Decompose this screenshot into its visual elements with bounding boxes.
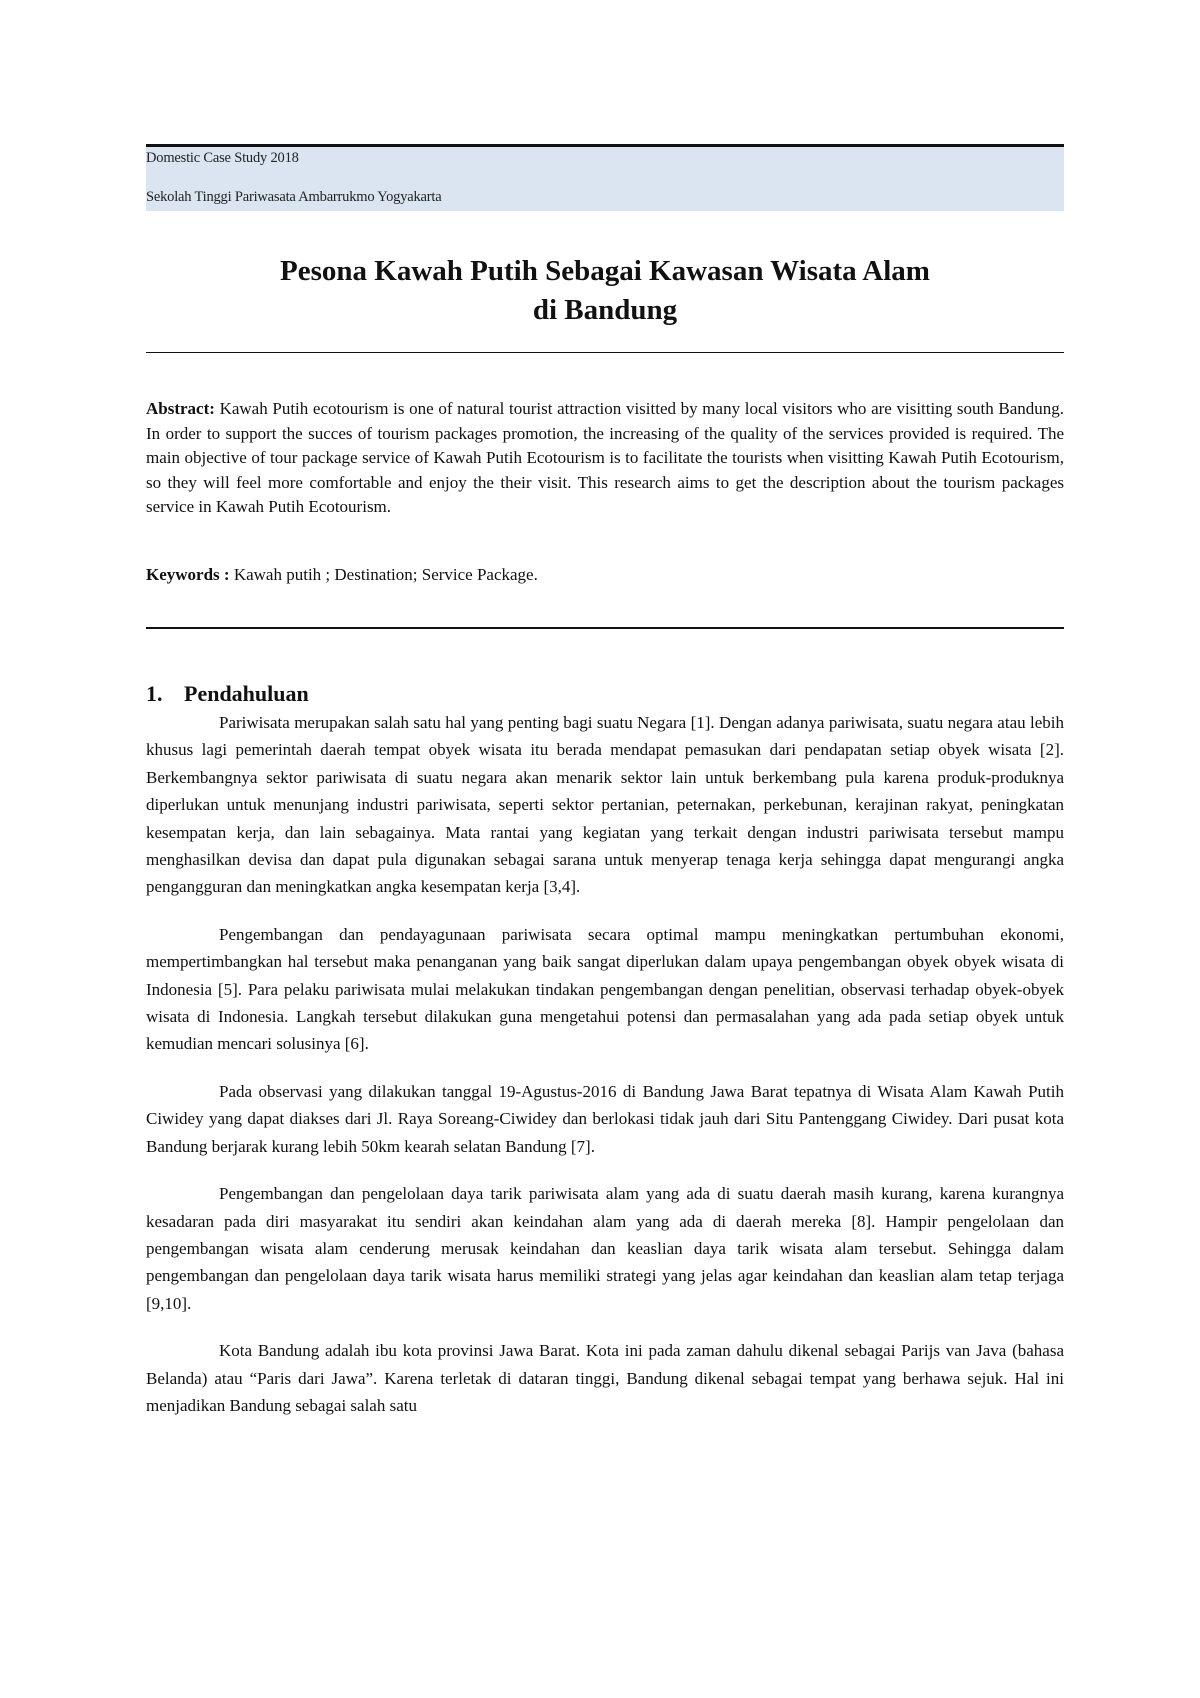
abstract-label: Abstract: [146,399,215,418]
running-header-journal: Domestic Case Study 2018 [146,150,299,166]
title-divider [146,352,1064,353]
section-body [146,709,1064,1439]
running-header-institution: Sekolah Tinggi Pariwasata Ambarrukmo Yogyakarta [146,189,442,205]
paper-title [146,252,1064,330]
section-heading [146,681,309,707]
keywords-block [146,563,1064,587]
section-title: Pendahuluan [184,681,309,706]
abstract-divider [146,627,1064,629]
keywords-label: Keywords : [146,565,230,584]
body-paragraph: Pengembangan dan pendayagunaan pariwisata secara optimal mampu meningkatkan pertumbuhan ekonomi, mempertimbangkan hal tersebut maka penanganan yang baik sangat diperlukan dalam upaya pengembangan obyek obyek wisata di Indonesia [5]. Para pelaku pariwisata mulai melakukan tindakan pengembangan dengan penelitian, observasi terhadap obyek-obyek wisata di Indonesia. Langkah tersebut dilakukan guna mengetahui potensi dan permasalahan yang ada pada setiap obyek untuk kemudian mencari solusinya [6]. [146,924,1064,1054]
body-paragraph: Pada observasi yang dilakukan tanggal 19-Agustus-2016 di Bandung Jawa Barat tepatnya di Wisata Alam Kawah Putih Ciwidey yang dapat diakses dari Jl. Raya Soreang-Ciwidey dan berlokasi tidak jauh dari Situ Pantenggang Ciwidey. Dari pusat kota Bandung berjarak kurang lebih 50km kearah selatan Bandung [7]. [146,1081,1064,1156]
paper-title-line-2: di Bandung [532,294,678,326]
section-number: 1. [146,681,163,706]
abstract-text: Kawah Putih ecotourism is one of natural tourist attraction visitted by many local visitors who are visitting south Bandung. In order to support the succes of tourism packages promotion, the increasing of the quality of the services provided is required. The main objective of tour package service of Kawah Putih Ecotourism is to facilitate the tourists when visitting Kawah Putih Ecotourism, so they will feel more comfortable and enjoy the their visit. This research aims to get the description about the tourism packages service in Kawah Putih Ecotourism. [146,399,1064,516]
paper-title-line-1: Pesona Kawah Putih Sebagai Kawasan Wisata Alam [280,255,930,287]
abstract-block [146,397,1064,520]
body-paragraph: Kota Bandung adalah ibu kota provinsi Jawa Barat. Kota ini pada zaman dahulu dikenal sebagai Parijs van Java (bahasa Belanda) atau “Paris dari Jawa”. Karena terletak di dataran tinggi, Bandung dikenal sebagai tempat yang berhawa sejuk. Hal ini menjadikan Bandung sebagai salah satu [146,1341,1064,1415]
keywords-text: Kawah putih ; Destination; Service Package. [229,565,538,584]
body-paragraph: Pengembangan dan pengelolaan daya tarik pariwisata alam yang ada di suatu daerah masih kurang, karena kurangnya kesadaran pada diri masyarakat itu sendiri akan keindahan alam yang ada di daerah mereka [8]. Hampir pengelolaan dan pengembangan wisata alam cenderung merusak keindahan dan keaslian daya tarik wisata alam tersebut. Sehingga dalam pengembangan dan pengelolaan daya tarik wisata harus memiliki strategi yang jelas agar keindahan dan keaslian alam tetap terjaga [9,10]. [146,1184,1064,1313]
body-paragraph: Pariwisata merupakan salah satu hal yang penting bagi suatu Negara [1]. Dengan adanya pariwisata, suatu negara atau lebih khusus lagi pemerintah daerah tempat obyek wisata itu berada mendapat pemasukan dari pendapatan setiap obyek wisata [2]. Berkembangnya sektor pariwisata di suatu negara akan menarik sektor lain untuk berkembang pula karena produk-produknya diperlukan untuk menunjang industri pariwisata, seperti sektor pertanian, peternakan, perkebunan, kerajinan rakyat, peningkatan kesempatan kerja, dan lain sebagainya. Mata rantai yang kegiatan yang terkait dengan industri pariwisata tersebut mampu menghasilkan devisa dan dapat pula digunakan sebagai sarana untuk menyerap tenaga kerja sehingga dapat mengurangi angka pengangguran dan meningkatkan angka kesempatan kerja [3,4]. [146,713,1064,897]
